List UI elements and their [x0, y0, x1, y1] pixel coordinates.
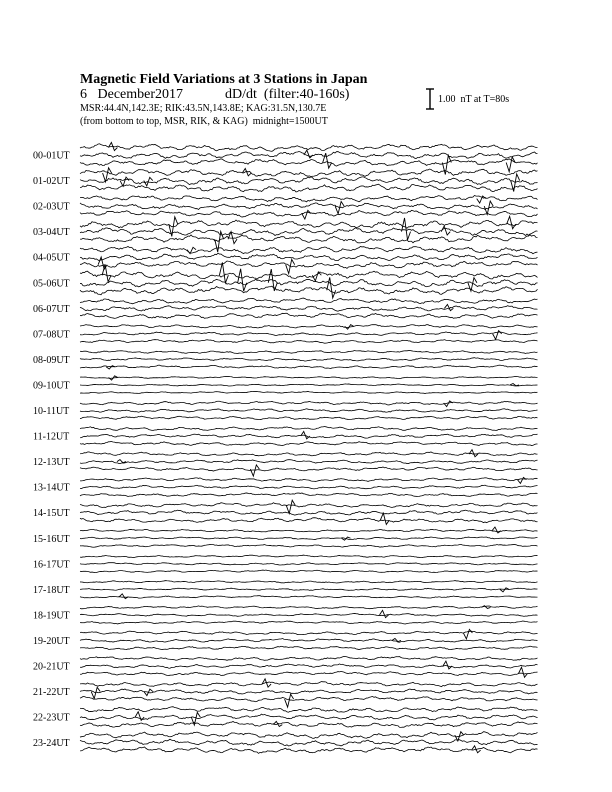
- trace-spike: [119, 594, 128, 599]
- trace-spike: [443, 661, 452, 669]
- trace-kag: [80, 286, 538, 295]
- trace-kag: [80, 570, 538, 573]
- trace-spike: [380, 513, 389, 524]
- trace-spike: [144, 177, 153, 186]
- trace-spike: [493, 331, 502, 340]
- trace-rik: [80, 203, 538, 210]
- row-label: 15-16UT: [33, 533, 70, 545]
- trace-kag: [80, 671, 538, 675]
- trace-kag: [80, 159, 538, 166]
- trace-kag: [80, 621, 538, 624]
- row-label: 03-04UT: [33, 227, 70, 239]
- trace-msr: [80, 325, 538, 328]
- row-label: 07-08UT: [33, 329, 70, 341]
- trace-msr: [80, 220, 538, 228]
- row-label: 04-05UT: [33, 252, 70, 264]
- trace-msr: [80, 707, 538, 713]
- trace-kag: [80, 391, 538, 393]
- trace-spike: [472, 746, 481, 753]
- trace-spike: [500, 588, 509, 592]
- trace-spike: [519, 667, 528, 677]
- trace-spike: [103, 168, 112, 182]
- trace-kag: [80, 365, 538, 368]
- trace-msr: [80, 246, 538, 253]
- trace-spike: [323, 153, 332, 168]
- trace-rik: [80, 485, 538, 489]
- trace-spike: [286, 500, 295, 513]
- row-label: 17-18UT: [33, 584, 70, 596]
- row-label: 18-19UT: [33, 610, 70, 622]
- trace-msr: [80, 195, 538, 201]
- trace-kag: [80, 493, 538, 497]
- trace-kag: [80, 721, 538, 727]
- trace-msr: [80, 732, 538, 739]
- row-label: 00-01UT: [33, 150, 70, 162]
- trace-kag: [80, 646, 538, 649]
- trace-spike: [285, 694, 294, 707]
- row-label: 02-03UT: [33, 201, 70, 213]
- row-label: 23-24UT: [33, 738, 70, 750]
- trace-spike: [442, 155, 451, 174]
- trace-spike: [441, 226, 450, 235]
- row-label: 10-11UT: [33, 406, 70, 417]
- trace-msr: [80, 144, 538, 152]
- trace-rik: [80, 563, 538, 565]
- trace-kag: [80, 441, 538, 445]
- trace-msr: [80, 169, 538, 177]
- trace-spike: [135, 712, 144, 721]
- trace-rik: [80, 739, 538, 746]
- date-filter-line: 6 December2017 dD/dt (filter:40-160s): [80, 87, 350, 102]
- row-label: 16-17UT: [33, 559, 70, 571]
- trace-kag: [80, 518, 538, 523]
- trace-spike: [507, 216, 516, 228]
- trace-rik: [80, 228, 538, 236]
- trace-msr: [80, 581, 538, 583]
- trace-kag: [80, 696, 538, 701]
- trace-spike: [492, 527, 501, 533]
- trace-msr: [80, 529, 538, 531]
- trace-rik: [80, 714, 538, 720]
- trace-rik: [80, 613, 538, 616]
- trace-spike: [117, 460, 126, 463]
- trace-kag: [80, 313, 538, 318]
- trace-spike: [219, 263, 228, 283]
- trace-msr: [80, 376, 538, 378]
- trace-kag: [80, 596, 538, 598]
- station-coordinates: MSR:44.4N,142.3E; RIK:43.5N,143.8E; KAG:31.5N,130.7E: [80, 103, 327, 114]
- trace-msr: [80, 555, 538, 558]
- trace-msr: [80, 271, 538, 279]
- row-label: 06-07UT: [33, 303, 70, 315]
- trace-kag: [80, 416, 538, 419]
- trace-msr: [80, 656, 538, 660]
- row-label: 14-15UT: [33, 508, 70, 520]
- trace-msr: [80, 682, 538, 687]
- trace-spike: [484, 201, 493, 214]
- trace-msr: [80, 350, 538, 353]
- trace-rik: [80, 664, 538, 668]
- row-label: 08-09UT: [33, 354, 70, 366]
- trace-kag: [80, 235, 538, 243]
- trace-rik: [80, 537, 538, 540]
- trace-kag: [80, 340, 538, 344]
- trace-spike: [304, 150, 313, 158]
- trace-order-note: (from bottom to top, MSR, RIK, & KAG) midnight=1500UT: [80, 116, 328, 127]
- trace-rik: [80, 409, 538, 413]
- trace-msr: [80, 401, 538, 405]
- trace-rik: [80, 460, 538, 464]
- trace-msr: [80, 478, 538, 482]
- scale-label: 1.00 nT at T=80s: [438, 94, 510, 105]
- trace-rik: [80, 510, 538, 515]
- row-label: 05-06UT: [33, 278, 70, 290]
- trace-rik: [80, 306, 538, 312]
- trace-rik: [80, 332, 538, 336]
- row-label: 20-21UT: [33, 661, 70, 673]
- trace-msr: [80, 427, 538, 431]
- trace-rik: [80, 384, 538, 386]
- trace-kag: [80, 544, 538, 547]
- row-label: 21-22UT: [33, 687, 70, 699]
- trace-spike: [380, 610, 389, 617]
- trace-spike: [262, 679, 271, 687]
- trace-spike: [506, 157, 515, 172]
- trace-kag: [80, 747, 538, 753]
- row-label: 12-13UT: [33, 457, 70, 469]
- trace-rik: [80, 588, 538, 590]
- trace-spike: [463, 629, 472, 639]
- trace-msr: [80, 606, 538, 609]
- trace-spike: [327, 277, 336, 298]
- trace-spike: [468, 278, 477, 291]
- trace-rik: [80, 253, 538, 261]
- trace-msr: [80, 298, 538, 304]
- trace-spike: [517, 477, 526, 483]
- trace-spike: [238, 269, 247, 291]
- trace-rik: [80, 639, 538, 643]
- trace-kag: [80, 184, 538, 192]
- trace-msr: [80, 503, 538, 508]
- row-label: 22-23UT: [33, 712, 70, 724]
- trace-spike: [302, 210, 311, 219]
- trace-rik: [80, 358, 538, 361]
- trace-spike: [402, 218, 411, 240]
- trace-kag: [80, 261, 538, 268]
- row-label: 11-12UT: [33, 431, 70, 443]
- trace-kag: [80, 467, 538, 471]
- chart-title: Magnetic Field Variations at 3 Stations in Japan: [80, 72, 368, 87]
- row-label: 13-14UT: [33, 482, 70, 494]
- row-label: 01-02UT: [33, 176, 70, 188]
- row-label: 19-20UT: [33, 635, 70, 647]
- row-label: 09-10UT: [33, 380, 70, 392]
